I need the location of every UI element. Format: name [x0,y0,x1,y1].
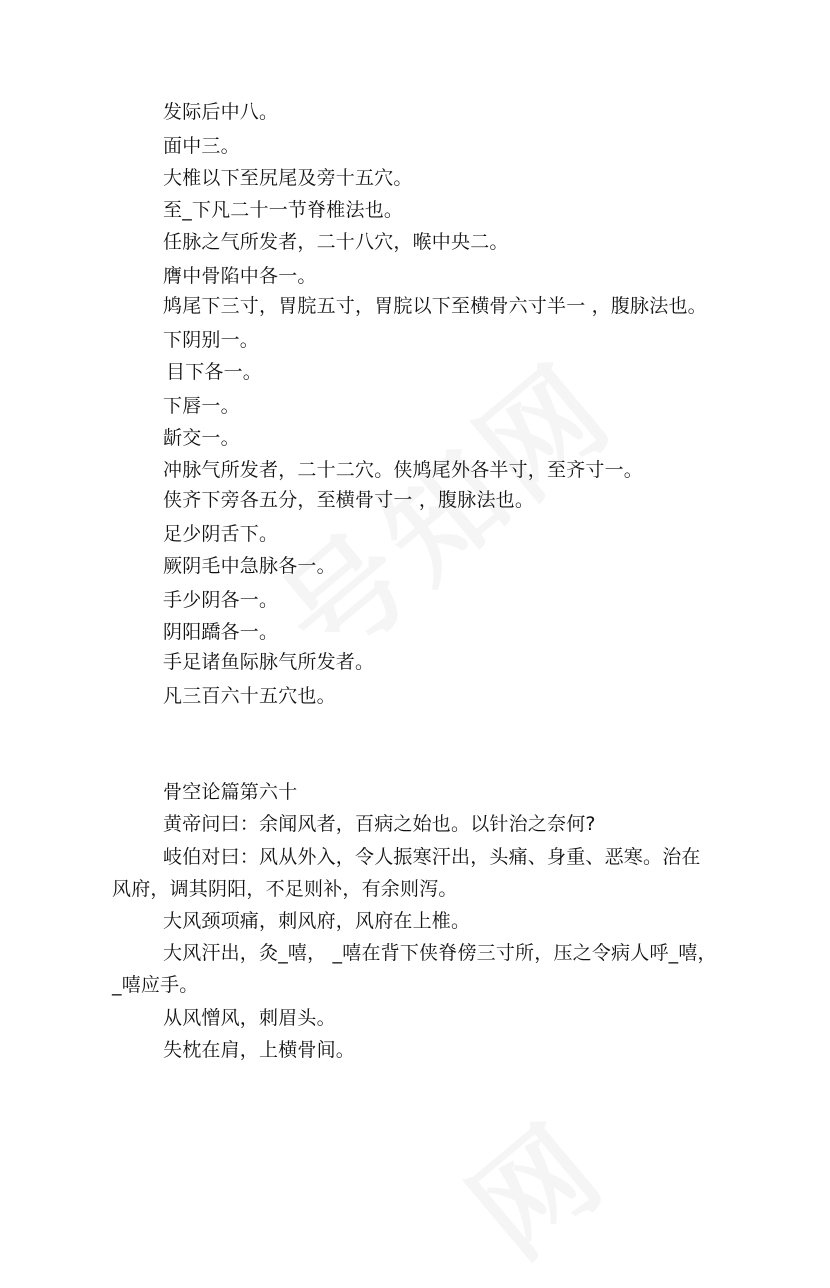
section-heading: 骨空论篇第六十 [163,781,298,803]
text-line: 面中三。 [163,135,240,157]
text-line: 任脉之气所发者，二十八穴，喉中央二。 [163,231,509,253]
text-line: 阴阳蹻各一。 [163,621,279,643]
text-line: 足少阴舌下。 [163,523,279,545]
text-line: 失枕在肩，上横骨间。 [163,1039,356,1061]
text-line: 黄帝问曰：余闻风者，百病之始也。以针治之奈何? [163,813,596,835]
text-line: 发际后中八。 [163,101,279,123]
text-line: 大椎以下至尻尾及旁十五穴。 [163,167,413,189]
text-line: 龂交一。 [163,427,240,449]
text-line: 从风憎风，刺眉头。 [163,1007,336,1029]
text-line: 侠齐下旁各五分，至横骨寸一 ，腹脉法也。 [163,489,535,511]
text-line: 下唇一。 [163,395,240,417]
text-line: 厥阴毛中急脉各一。 [163,555,336,577]
text-line: 大风颈项痛，刺风府，风府在上椎。 [163,910,471,932]
text-line: 凡三百六十五穴也。 [163,685,336,707]
text-line: _嘻应手。 [112,974,199,996]
text-line: 手足诸鱼际脉气所发者。 [163,651,375,673]
text-line: 膺中骨陷中各一。 [163,265,317,287]
watermark-fragment [429,1082,629,1288]
text-line: 冲脉气所发者，二十二穴。侠鸠尾外各半寸，至齐寸一。 [163,459,644,481]
text-line: 至_下凡二十一节脊椎法也。 [163,199,404,221]
text-line: 风府，调其阴阳，不足则补，有余则泻。 [112,878,458,900]
text-line: 下阴别一。 [163,329,260,351]
text-line: 目下各一。 [166,361,263,383]
text-line: 大风汗出，灸_嘻， _嘻在背下侠脊傍三寸所，压之令病人呼_嘻， [163,942,717,964]
text-line: 岐伯对曰：风从外入，令人振寒汗出，头痛、身重、恶寒。治在 [163,846,701,868]
text-line: 手少阴各一。 [163,589,279,611]
text-line: 鸠尾下三寸，胃脘五寸，胃脘以下至横骨六寸半一 ，腹脉法也。 [163,295,707,317]
